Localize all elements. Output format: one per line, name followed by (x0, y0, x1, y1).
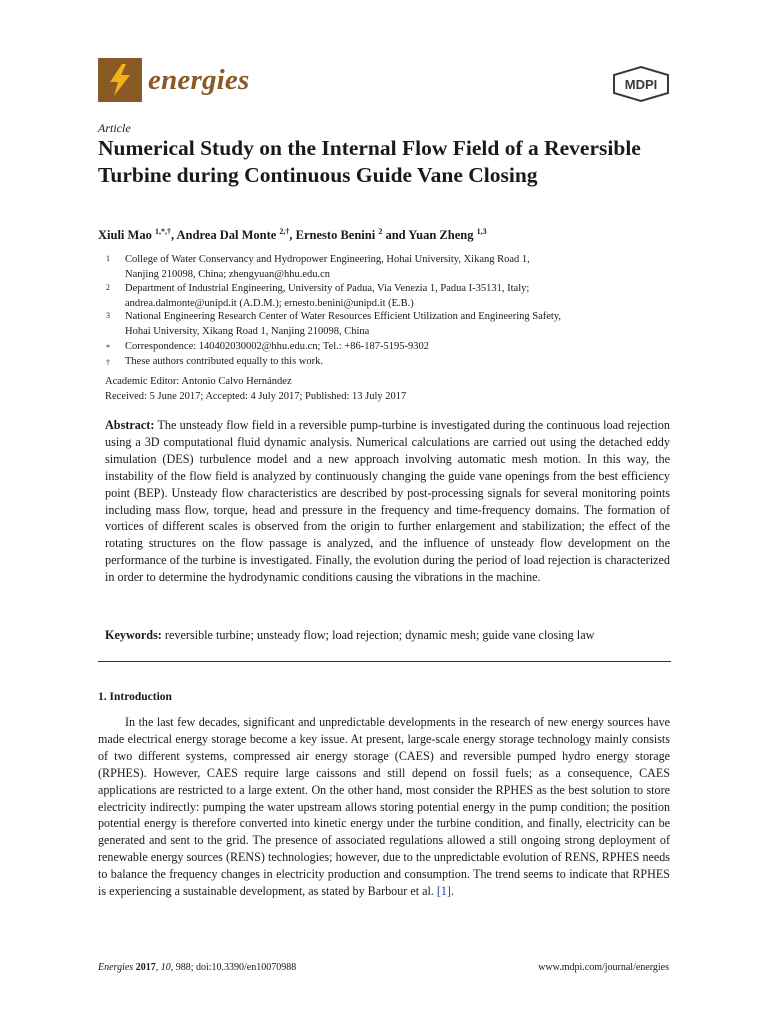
academic-editor: Academic Editor: Antonio Calvo Hernández (105, 376, 292, 387)
journal-name: energies (148, 63, 250, 96)
keywords-text: reversible turbine; unsteady flow; load rejection; dynamic mesh; guide vane closing law (164, 628, 595, 642)
abstract-text: The unsteady flow field in a reversible pump-turbine is investigated during the continuous load rejection using a 3D computational fluid dynamic analysis. Numerical calculations are carried out using the detached eddy simulation (DES) turbulence model and a new approach involving automatic mesh motion. In this way, the instability of the flow field is analyzed by continuously changing the guide vane openings from the best efficiency point (BEP). Unsteady flow characteristics are described by post-processing signals for several monitoring points including mass flow, torque, head and pressure in the frequency and time-frequency domains. The formation of vortices of different scales is observed from the origin to further enlargement and stabilization; the effect of the rotating structures on the flow passage is analyzed, and the influence of unsteady flow development on the performance of the turbine is investigated. Finally, the evolution during the period of load rejection is characterized in order to determine the hydrodynamic conditions causing the vibrations in the machine. (105, 418, 670, 585)
keywords (105, 628, 675, 643)
author-name: Xiuli Mao (98, 228, 152, 242)
publisher-logo (611, 66, 671, 102)
author-affiliation-marker: 2,† (279, 227, 290, 236)
author-name: Ernesto Benini (295, 228, 376, 242)
author-affiliation-marker: 1,*,† (154, 227, 171, 236)
citation-link[interactable]: [1] (436, 884, 451, 899)
author-affiliation-marker: 2 (378, 227, 383, 236)
abstract-label: Abstract: (105, 418, 155, 432)
article-type: Article (98, 121, 131, 135)
abstract (105, 417, 670, 586)
lightning-icon (98, 58, 142, 102)
divider (98, 661, 671, 662)
journal-url[interactable]: www.mdpi.com/journal/energies (538, 962, 669, 973)
section-heading: 1. Introduction (98, 691, 172, 703)
publisher-name: MDPI (624, 77, 658, 92)
author-affiliation-marker: 1,3 (476, 227, 487, 236)
journal-logo (98, 58, 249, 102)
author-name: Andrea Dal Monte (176, 228, 277, 242)
paper-page: energies MDPI Article Numerical Study on the Internal Flow Field of a Reversible Turbine during Continuous Guide Vane Closing Xiuli Mao $^{1,*,\dagger}$, Andrea Dal Monte $^{2,\dagger}$, Ernesto Benini $^2$ and Yuan Zheng $^{1,3}$ 1 College of Water Conservancy and Hydropower Engineering, Hohai University, Xikang Road 1, Nanjing 210098, China; zhengyuan@hhu.edu.cn 2 Department of Industrial Engineering, University of Padua, Via Venezia 1, Padua I-35131, Italy; andrea.dalmonte@unipd.it (A.D.M.); ernesto.benini@unipd.it (E.B.) 3 National Engineering Research Center of Water Resources Efficient Utilization and Engineering Safety, Hohai University, Xikang Road 1, Nanjing 210098, China * Correspondence: 140402030002@hhu.edu.cn; Tel.: +86-187-5195-9302 † These authors contributed equally to this work. Academic Editor: Antonio Calvo Hernández Received: 5 June 2017; Accepted: 4 July 2017; Published: 13 July 2017 Abstract: The unsteady flow field in a reversible pump-turbine is investigated during the continuous load rejection using a 3D computational fluid dynamic analysis. Numerical calculations are carried out using the detached eddy simulation (DES) turbulence model and a new approach involving automatic mesh motion. In this way, the instability of the flow field is analyzed by continuously changing the guide vane openings from the best efficiency point (BEP). Unsteady flow characteristics are described by post-processing signals for several monitoring points including mass flow, torque, head and pressure in the frequency and time-frequency domains. The formation of vortices of different scales is observed from the origin to further enlargement and stabilization; the effect of the rotating structures on the flow passage is analyzed, and the influence of unsteady flow development on the performance of the turbine is investigated. Finally, the evolution during the period of load rejection is characterized in order to determine the hydrodynamic conditions causing the vibrations in the machine. Keywords: reversible turbine; unsteady flow; load rejection; dynamic mesh; guide vane closing law 1. Introduction In the last few decades, significant and unpredictable developments in the research of new energy sources have made electrical energy storage become a key issue. At present, large-scale energy storage technology mainly consists of two different systems, compressed air energy storage (CAES) and reversible pumped hydro energy storage (RPHES). However, CAES require large caissons and still depend on fossil fuels; as a consequence, CAES applications are restricted to a large extent. On the other hand, most consider the RPHES as the best solution to store electricity indirectly: pumping the water upstream allows storing potential energy in the pump condition; the position potential energy is therefore converted into kinetic energy under the turbine condition, and finally, electricity can be generated and sent to the grid. The presence of associated regulations allowed a still ongoing strong deployment of renewable energy sources (RENS) technologies; however, due to the unpredictable evolution of RENS, RPHES needs to balance the frequency changes in electricity production and consumption. The trend seems to indicate that RPHES is experiencing a sustainable development, as stated by Barbour et al. [1]. Energies 2017, 10, 988; doi:10.3390/en10070988 www.mdpi.com/journal/energies (0, 0, 768, 1024)
publication-dates: Received: 5 June 2017; Accepted: 4 July 2017; Published: 13 July 2017 (105, 391, 407, 402)
introduction-paragraph: In the last few decades, significant and unpredictable developments in the research of new energy sources have made electrical energy storage become a key issue. At present, large-scale energy storage technology mainly consists of two different systems, compressed air energy storage (CAES) and reversible pumped hydro energy storage (RPHES). However, CAES require large caissons and still depend on fossil fuels; as a consequence, CAES applications are restricted to a large extent. On the other hand, most consider the RPHES as the best solution to store electricity indirectly: pumping the water upstream allows storing potential energy in the pump condition; the position potential energy is therefore converted into kinetic energy under the turbine condition, and finally, electricity can be generated and sent to the grid. The presence of associated regulations allowed a still ongoing strong deployment of renewable energy sources (RENS) technologies; however, due to the unpredictable evolution of RENS, RPHES needs to balance the frequency changes in electricity production and consumption. The trend seems to indicate that RPHES is experiencing a sustainable development, as stated by Barbour et al. [1]. (98, 715, 670, 899)
keywords-label: Keywords: (105, 628, 162, 642)
article-title: Numerical Study on the Internal Flow Field of a Reversible Turbine during Continuous Guide Vane Closing (98, 136, 641, 187)
author-list: Xiuli Mao $^{1,*,\dagger}$, Andrea Dal Monte $^{2,\dagger}$, Ernesto Benini $^2$ and Yuan Zheng $^{1,3}$ (98, 227, 487, 242)
author-name: Yuan Zheng (408, 228, 474, 242)
footer-citation: Energies 2017, 10, 988; doi:10.3390/en10070988 (98, 962, 297, 973)
